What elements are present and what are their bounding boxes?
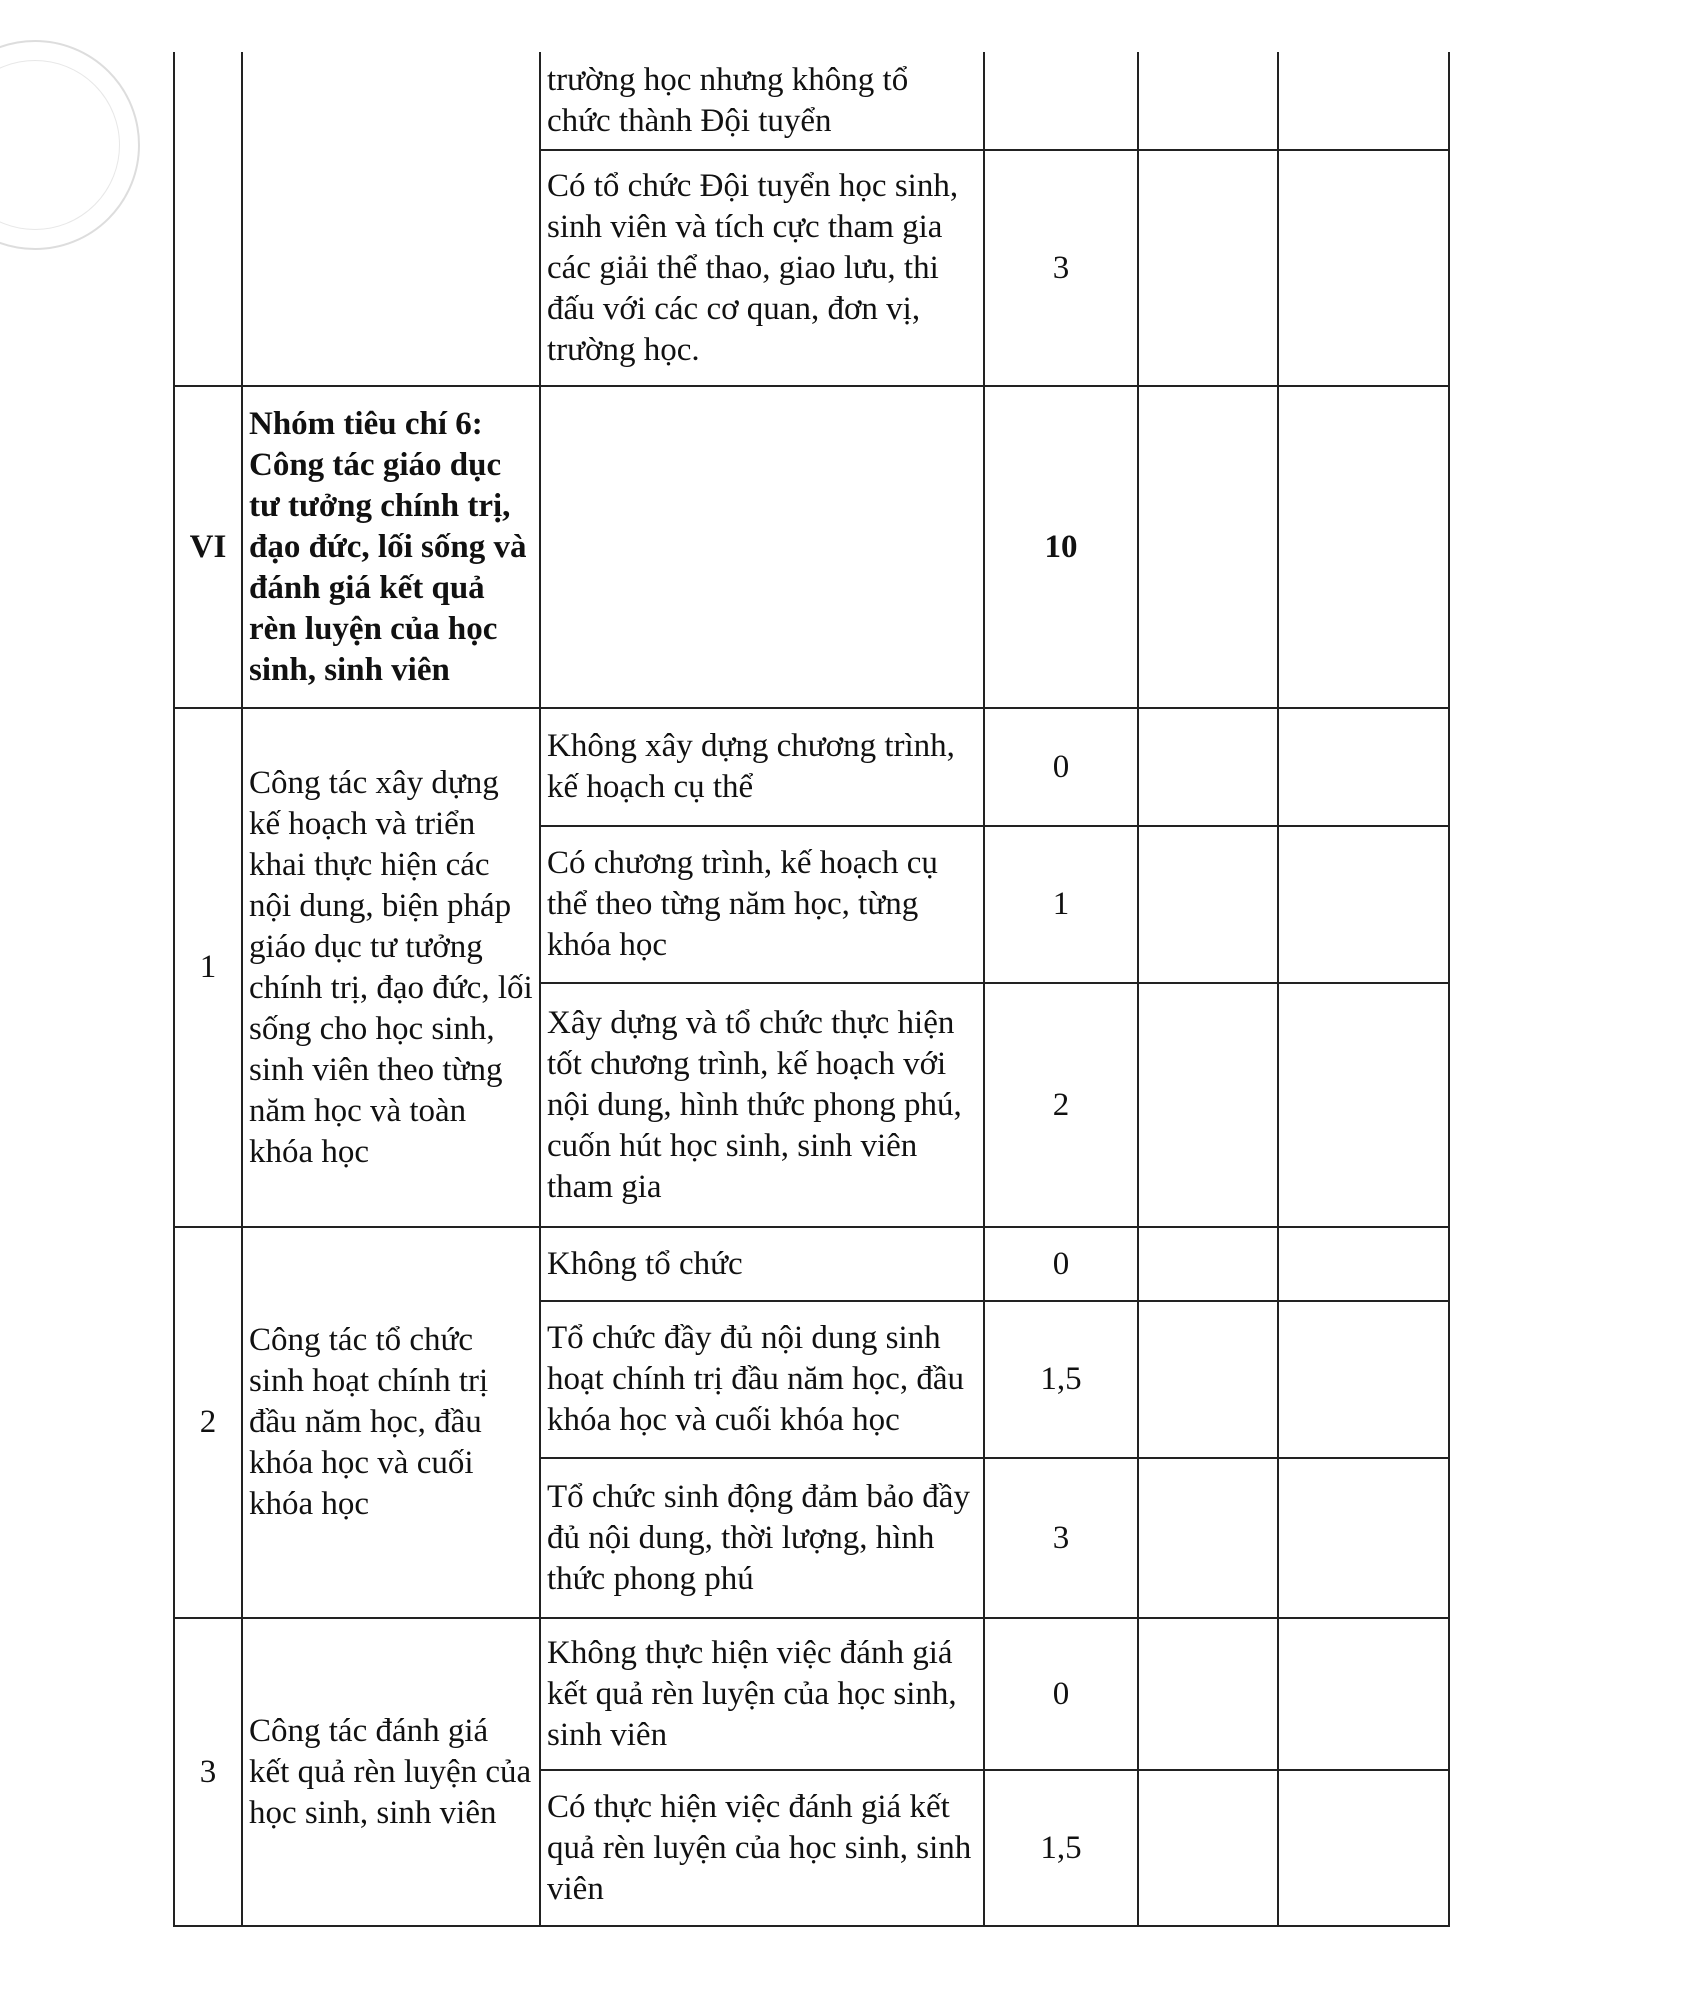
empty-cell [1138,150,1278,386]
criterion-cell: Công tác tổ chức sinh hoạt chính trị đầu năm học, đầu khóa học và cuối khóa học [242,1227,540,1618]
empty-cell [1138,1227,1278,1301]
description-cell: Tổ chức đầy đủ nội dung sinh hoạt chính trị đầu năm học, đầu khóa học và cuối khóa học [540,1301,984,1458]
section-title: Nhóm tiêu chí 6: Công tác giáo dục tư tưởng chính trị, đạo đức, lối sống và đánh giá kết quả rèn luyện của học sinh, sinh viên [242,386,540,708]
points-cell: 1,5 [984,1770,1138,1926]
level-cell [174,52,242,386]
empty-cell [1278,826,1449,983]
table-row [174,1618,1449,1770]
empty-cell [1138,708,1278,826]
criterion-number: 3 [174,1618,242,1926]
empty-cell [1278,1458,1449,1618]
points-cell: 3 [984,1458,1138,1618]
criterion-cell: Công tác đánh giá kết quả rèn luyện của học sinh, sinh viên [242,1618,540,1926]
table-row [174,708,1449,826]
criteria-table [173,52,1450,1927]
official-stamp [0,40,140,250]
description-cell: Tổ chức sinh động đảm bảo đầy đủ nội dung, thời lượng, hình thức phong phú [540,1458,984,1618]
empty-cell [1278,1770,1449,1926]
description-cell: Không thực hiện việc đánh giá kết quả rèn luyện của học sinh, sinh viên [540,1618,984,1770]
empty-cell [1278,983,1449,1227]
empty-cell [1278,1227,1449,1301]
empty-cell [1278,1618,1449,1770]
empty-cell [1138,1301,1278,1458]
empty-cell [1138,983,1278,1227]
points-cell: 0 [984,708,1138,826]
section-header-row [174,386,1449,708]
empty-cell [1138,1770,1278,1926]
empty-cell [1278,386,1449,708]
description-cell: Có tổ chức Đội tuyển học sinh, sinh viên và tích cực tham gia các giải thể thao, giao lưu, thi đấu với các cơ quan, đơn vị, trường học. [540,150,984,386]
empty-cell [1278,150,1449,386]
empty-cell [1278,1301,1449,1458]
section-points: 10 [984,386,1138,708]
description-cell: Xây dựng và tổ chức thực hiện tốt chương trình, kế hoạch với nội dung, hình thức phong phú, cuốn hút học sinh, sinh viên tham gia [540,983,984,1227]
empty-cell [1278,708,1449,826]
points-cell: 1 [984,826,1138,983]
points-cell: 3 [984,150,1138,386]
empty-cell [1138,1458,1278,1618]
points-cell [984,52,1138,150]
description-cell: Có chương trình, kế hoạch cụ thể theo từng năm học, từng khóa học [540,826,984,983]
criterion-number: 2 [174,1227,242,1618]
empty-cell [1138,826,1278,983]
criterion-number: 1 [174,708,242,1227]
empty-cell [1278,52,1449,150]
description-cell: trường học nhưng không tổ chức thành Đội tuyển [540,52,984,150]
description-cell [540,386,984,708]
empty-cell [1138,386,1278,708]
section-number: VI [174,386,242,708]
empty-cell [1138,52,1278,150]
table-row [174,52,1449,150]
points-cell: 1,5 [984,1301,1138,1458]
points-cell: 0 [984,1618,1138,1770]
points-cell: 2 [984,983,1138,1227]
points-cell: 0 [984,1227,1138,1301]
description-cell: Có thực hiện việc đánh giá kết quả rèn luyện của học sinh, sinh viên [540,1770,984,1926]
criterion-cell: Công tác xây dựng kế hoạch và triển khai thực hiện các nội dung, biện pháp giáo dục tư tưởng chính trị, đạo đức, lối sống cho học sinh, sinh viên theo từng năm học và toàn khóa học [242,708,540,1227]
empty-cell [1138,1618,1278,1770]
description-cell: Không tổ chức [540,1227,984,1301]
criterion-cell [242,52,540,386]
description-cell: Không xây dựng chương trình, kế hoạch cụ thể [540,708,984,826]
table-row [174,1227,1449,1301]
